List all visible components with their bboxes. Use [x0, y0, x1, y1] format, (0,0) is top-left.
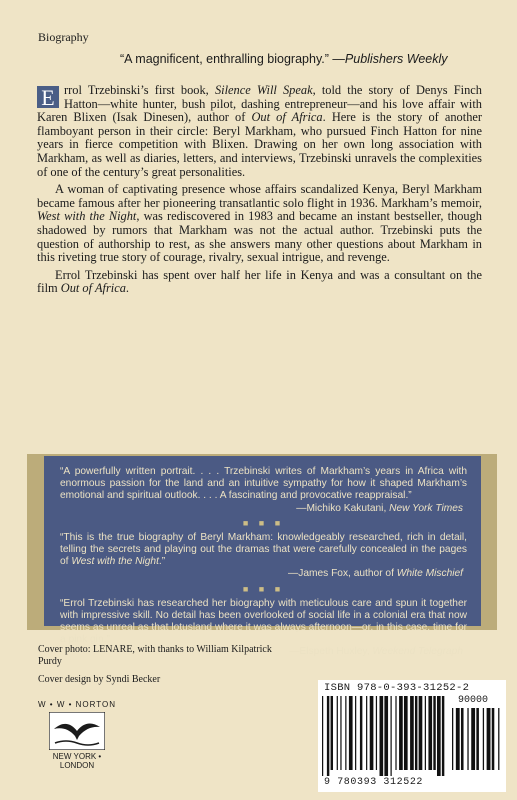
barcode-bar: [419, 696, 423, 770]
barcode-bar: [415, 696, 417, 770]
barcode-bar: [428, 696, 432, 770]
blurb-quote-3: “Errol Trzebinski has researched her biography with meticulous care and spun it together with impressive skill. No detail has been overlooked of social life in a colonial era that now seems as unreal as that lotusland where it was always afternoon—or, in this case, time for a pink gin.”: [60, 597, 467, 646]
book-title: West with the Night: [37, 209, 137, 224]
barcode-bar: [399, 696, 403, 770]
cover-credits: [38, 644, 298, 686]
seagull-logo-icon: [49, 712, 105, 750]
barcode-bar: [456, 708, 460, 770]
book-title: Silence Will Speak: [214, 83, 313, 97]
barcode-bar: [395, 696, 396, 770]
barcode-bar: [437, 696, 441, 776]
barcode-bar: [327, 696, 329, 776]
description-paragraph-3: Errol Trzebinski has spent over half her life in Kenya and was a consultant on the film Out of Africa.: [37, 267, 482, 296]
price-barcode-bars: [452, 708, 502, 776]
film-title: Out of Africa: [60, 281, 126, 296]
barcode-bar: [487, 708, 491, 770]
blurb-attribution-3: —Elspeth Huxley, Weekend Telegraph: [289, 646, 463, 658]
barcode-bar: [384, 696, 388, 776]
ean-number: 9 780393 312522: [324, 777, 424, 788]
barcode-bar: [337, 696, 338, 770]
barcode-bar: [467, 708, 468, 770]
dropcap-letter: E: [37, 86, 59, 108]
barcode-bar: [476, 708, 479, 770]
barcode-bar: [331, 696, 333, 770]
barcode-bar: [461, 708, 464, 770]
barcode-bar: [471, 708, 475, 770]
barcode-bar: [391, 696, 392, 776]
barcode-bar: [442, 696, 444, 776]
publisher-mark: [38, 700, 116, 770]
publisher-city: NEW YORK • LONDON: [52, 752, 102, 770]
barcode-bar: [355, 696, 356, 770]
blurb-attribution-2: —James Fox, author of White Mischief: [288, 568, 463, 580]
cover-design-credit: Cover design by Syndi Becker: [38, 674, 161, 685]
description-paragraph-1: E rrol Trzebinski’s first book, Silence Will Speak, told the story of Denys Finch Hatton—white hunter, bush pilot, dashing entrepreneur—and his love affair with Karen Blixen (Isak Dinesen), author of Out of Africa. Here is the story of another flamboyant person in their circle: Beryl Markham, who pursued Finch Hatton for nine years in fierce competition with Blixen. Drawing on her own long association with Markham, as well as diaries, letters, and interviews, Trzebinski unravels the complexities of one of the century’s great personalities.: [37, 83, 483, 179]
description-paragraph-2: A woman of captivating presence whose affairs scandalized Kenya, Beryl Markham became famous after her pioneering transatlantic solo flight in 1936. Markham’s memoir, West with the Night, was rediscovered in 1983 and became an instant bestseller, though shadowed by rumors that Markham was not the actual author. Trzebinski puts the question of authorship to rest, as she answers many other questions about Markham in this riveting true story of courage, rivalry, sexual intrigue, and revenge.: [37, 182, 482, 265]
category-label: Biography: [38, 30, 89, 44]
barcode-bar: [345, 696, 346, 770]
barcode-bar: [366, 696, 367, 770]
barcode-bar: [340, 696, 341, 770]
barcode-bar: [483, 708, 484, 770]
headline-quote-source: —Publishers Weekly: [332, 52, 448, 66]
barcode-bar: [410, 696, 414, 770]
barcode-bar: [492, 708, 495, 770]
barcode-bar: [404, 696, 408, 770]
barcode-bar: [452, 708, 453, 770]
blurb-attribution-1: —Michiko Kakutani, New York Times: [296, 502, 463, 514]
barcode-bar: [376, 696, 377, 770]
isbn-number: ISBN 978-0-393-31252-2: [324, 682, 470, 694]
barcode-bar: [380, 696, 384, 776]
isbn-barcode: [318, 680, 506, 792]
barcode-bar: [498, 708, 499, 770]
barcode-bar: [425, 696, 426, 770]
publisher-name: W • W • NORTON: [38, 700, 116, 709]
barcode-bar: [433, 696, 435, 770]
blurb-separator: ■ ■ ■: [242, 517, 285, 528]
description: [37, 84, 482, 296]
headline-quote: [120, 52, 448, 66]
blurb-quote-2: “This is the true biography of Beryl Markham: knowledgeably researched, rich in detail, telling the secrets and playing out the dramas that were carefully concealed in the pages of West with the Night.”: [60, 531, 467, 568]
book-title: Out of Africa: [251, 110, 323, 125]
barcode-bar: [370, 696, 374, 770]
price-code: 90000: [458, 695, 489, 706]
ean-barcode-bars: [322, 696, 448, 776]
headline-quote-text: “A magnificent, enthralling biography.”: [120, 52, 329, 66]
barcode-bar: [349, 696, 353, 770]
cover-photo-credit: Cover photo: LENARE, with thanks to William Kilpatrick Purdy: [38, 644, 272, 667]
barcode-bar: [322, 696, 323, 776]
barcode-bar: [360, 696, 362, 770]
blurb-quote-1: “A powerfully written portrait. . . . Trzebinski writes of Markham’s years in Africa with enormous passion for the land and an intuitive sympathy for how it shaped Markham’s emotional and spiritual outlook. . . . A fascinating and provocative reappraisal.”: [60, 466, 467, 502]
blurb-separator: ■ ■ ■: [242, 583, 285, 594]
